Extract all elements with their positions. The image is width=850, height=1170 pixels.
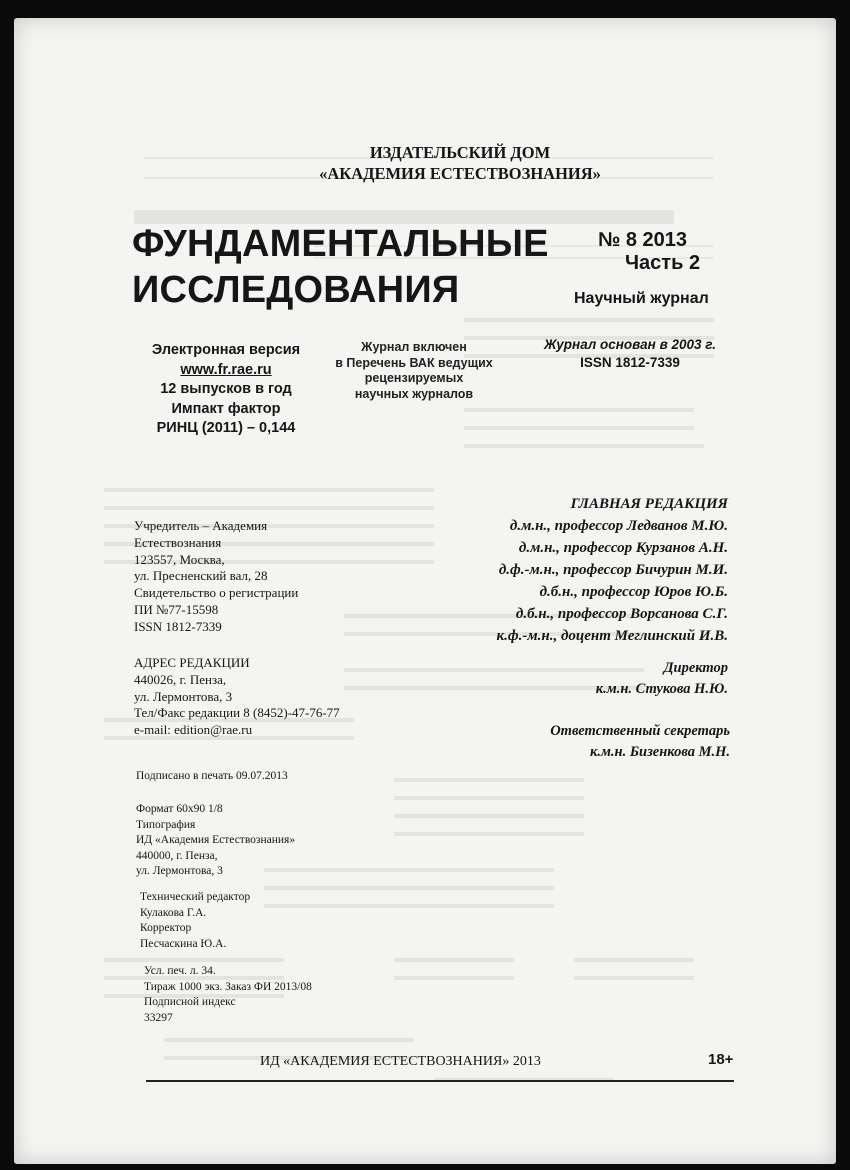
staff-line: Кулакова Г.А. <box>140 906 207 919</box>
publisher-name: «АКАДЕМИЯ ЕСТЕСТВОЗНАНИЯ» <box>319 164 601 183</box>
print-info-block <box>144 964 312 1026</box>
print-info-line: Подписной индекс <box>144 996 236 1008</box>
secretary-title: Ответственный секретарь <box>550 723 730 739</box>
founder-line: 123557, Москва, <box>134 551 225 567</box>
issues-per-year: 12 выпусков в год <box>160 381 292 397</box>
staff-line: Технический редактор <box>140 891 251 903</box>
title-line-1: ФУНДАМЕНТАЛЬНЫЕ <box>132 223 549 265</box>
editorial-heading: ГЛАВНАЯ РЕДАКЦИЯ <box>570 496 728 512</box>
printing-block <box>136 802 295 880</box>
founded-year: Журнал основан в 2003 г. <box>543 337 717 352</box>
print-info-line: Усл. печ. л. 34. <box>144 965 216 977</box>
title-line-2: ИССЛЕДОВАНИЯ <box>132 269 460 311</box>
vak-line: научных журналов <box>354 386 474 401</box>
editorial-member: д.б.н., профессор Ворсанова С.Г. <box>515 606 728 622</box>
vak-line: Журнал включен <box>361 340 467 354</box>
founder-line: Учредитель – Академия <box>134 518 268 533</box>
founder-line: ISSN 1812-7339 <box>134 618 222 634</box>
printing-line: ИД «Академия Естествознания» <box>136 834 296 846</box>
issue-part: Часть 2 <box>625 252 701 274</box>
director-title: Директор <box>663 660 728 676</box>
impact-label: Импакт фактор <box>171 400 281 417</box>
phone-fax: Тел/Факс редакции 8 (8452)-47-76-77 <box>134 705 340 721</box>
website-link[interactable]: www.fr.rae.ru <box>180 361 272 378</box>
secretary-name: к.м.н. Бизенкова М.Н. <box>590 744 730 760</box>
journal-type: Научный журнал <box>574 290 709 307</box>
issue-number: № 8 2013 <box>598 229 688 251</box>
editorial-member: к.ф.-м.н., доцент Меглинский И.В. <box>496 628 728 644</box>
address-heading: АДРЕС РЕДАКЦИИ <box>134 655 250 670</box>
founder-line: Естествознания <box>134 534 222 550</box>
editorial-member: д.ф.-м.н., профессор Бичурин М.И. <box>498 562 728 578</box>
founder-line: ПИ №77-15598 <box>134 601 219 617</box>
address-block <box>134 655 340 739</box>
footer-publisher: ИД «АКАДЕМИЯ ЕСТЕСТВОЗНАНИЯ» 2013 <box>260 1054 541 1069</box>
signed-date: Подписано в печать 09.07.2013 <box>136 770 288 782</box>
vak-line: в Перечень ВАК ведущих <box>335 355 493 370</box>
journal-title <box>132 221 549 313</box>
address-line: ул. Лермонтова, 3 <box>134 688 233 704</box>
address-line: 440026, г. Пенза, <box>134 671 227 687</box>
director-block <box>434 658 728 700</box>
director-name: к.м.н. Стукова Н.Ю. <box>595 681 728 697</box>
email[interactable]: e-mail: edition@rae.ru <box>134 722 253 738</box>
printing-line: Формат 60х90 1/8 <box>136 803 223 815</box>
impact-value: РИНЦ (2011) – 0,144 <box>156 420 296 436</box>
publisher-line: ИЗДАТЕЛЬСКИЙ ДОМ <box>369 143 551 162</box>
footer-rule <box>146 1080 734 1082</box>
editorial-member: д.б.н., профессор Юров Ю.Б. <box>539 584 728 600</box>
vak-block <box>326 340 502 402</box>
founded-block <box>530 336 730 372</box>
founder-line: ул. Пресненский вал, 28 <box>134 568 268 584</box>
printing-line: 440000, г. Пенза, <box>136 849 218 862</box>
founder-line: Свидетельство о регистрации <box>134 585 299 601</box>
publisher-block <box>250 142 670 184</box>
printing-line: Типография <box>136 818 196 831</box>
edition-block <box>136 341 316 439</box>
edition-label: Электронная версия <box>151 342 301 358</box>
printing-line: ул. Лермонтова, 3 <box>136 865 223 877</box>
editorial-block <box>374 493 728 647</box>
secretary-block <box>434 721 730 763</box>
journal-page <box>14 18 836 1164</box>
staff-line: Корректор <box>140 922 192 934</box>
issn: ISSN 1812-7339 <box>580 355 680 370</box>
tech-staff-block <box>140 890 250 952</box>
print-info-line: 33297 <box>144 1011 173 1024</box>
print-info-line: Тираж 1000 экз. Заказ ФИ 2013/08 <box>144 980 312 993</box>
founder-block <box>134 518 298 636</box>
vak-line: рецензируемых <box>364 371 464 385</box>
editorial-member: д.м.н., профессор Курзанов А.Н. <box>518 540 728 556</box>
age-rating: 18+ <box>708 1051 734 1068</box>
editorial-member: д.м.н., профессор Ледванов М.Ю. <box>509 518 728 534</box>
staff-line: Песчаскина Ю.А. <box>140 937 227 950</box>
